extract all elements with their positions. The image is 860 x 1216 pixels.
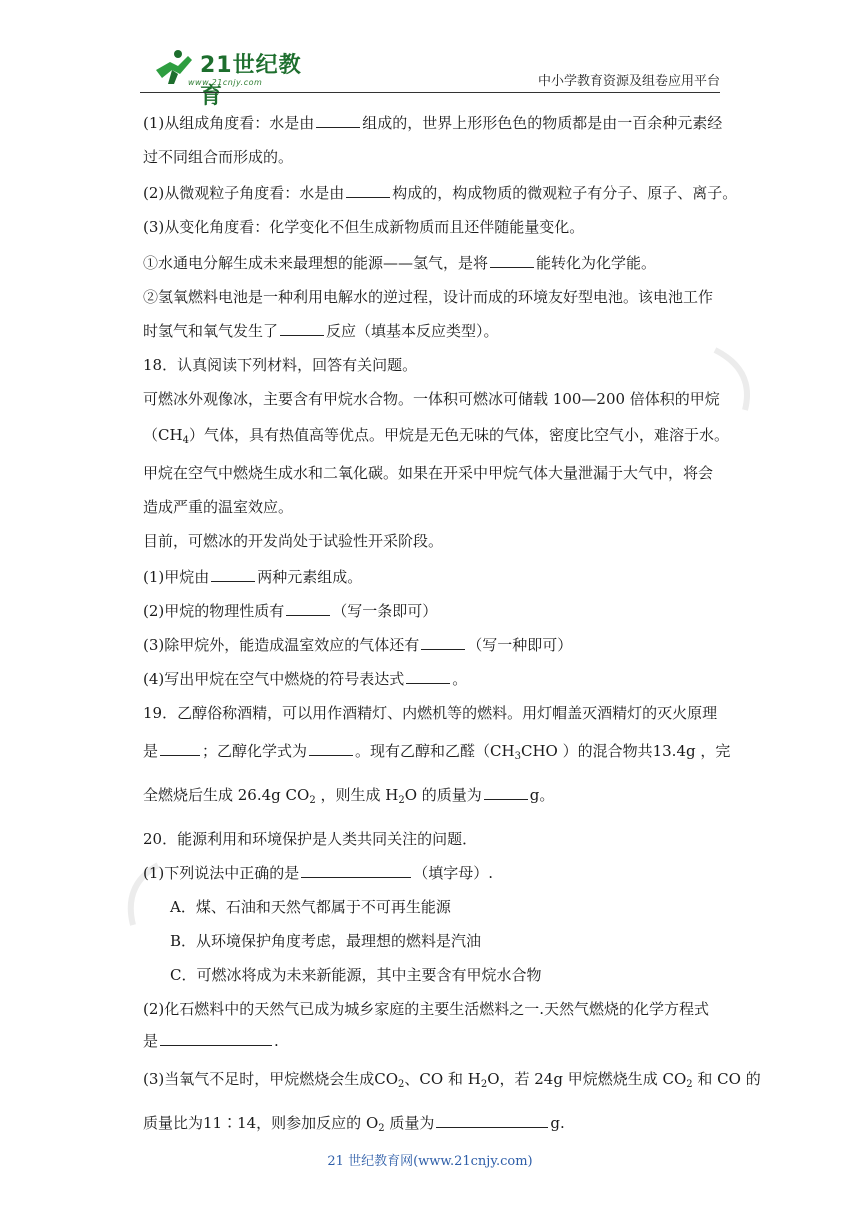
logo — [148, 44, 318, 109]
answer-blank[interactable] — [160, 1031, 272, 1046]
q19-line-1: 19．乙醇俗称酒精，可以用作酒精灯、内燃机等的燃料。用灯帽盖灭酒精灯的灭火原理 — [143, 704, 718, 722]
q18-material-4: 造成严重的温室效应。 — [143, 498, 294, 516]
q19-line-2: 是 ；乙醇化学式为 。现有乙醇和乙醛（$CH_3CHO$ ）的混合物共13.4g ，完 — [143, 742, 731, 762]
answer-blank[interactable] — [406, 669, 450, 684]
q17-line-5: ①水通电分解生成未来最理想的能源——氢气，是将 能转化为化学能。 — [143, 254, 657, 272]
header-divider — [140, 92, 720, 93]
answer-blank[interactable] — [421, 635, 465, 650]
logo-text: 21世纪教育 — [200, 53, 302, 109]
q18-sub-4: (4)写出甲烷在空气中燃烧的符号表达式 。 — [143, 670, 468, 688]
answer-blank[interactable] — [211, 567, 255, 582]
q17-line-3: (2)从微观粒子角度看：水是由 构成的，构成物质的微观粒子有分子、原子、离子。 — [143, 184, 738, 202]
logo-url: www.21cnjy.com — [188, 78, 263, 87]
q20-sub-2: (2)化石燃料中的天然气已成为城乡家庭的主要生活燃料之一.天然气燃烧的化学方程式 — [143, 1000, 710, 1018]
q20-sub-1: (1)下列说法中正确的是 （填字母）. — [143, 864, 494, 882]
answer-blank[interactable] — [301, 863, 411, 878]
q17-line-4: (3)从变化角度看：化学变化不但生成新物质而且还伴随能量变化。 — [143, 218, 585, 236]
q19-line-3: 全燃烧后生成 26.4g $CO_2$ ，则生成 $H_2O$ 的质量为 g。 — [143, 786, 555, 806]
answer-blank[interactable] — [160, 741, 200, 756]
answer-blank[interactable] — [280, 321, 324, 336]
q18-material-1: 可燃冰外观像冰，主要含有甲烷水合物。一体积可燃冰可储载 100—200 倍体积的甲烷 — [143, 390, 720, 408]
q18-sub-1: (1)甲烷由 两种元素组成。 — [143, 568, 363, 586]
answer-blank[interactable] — [309, 741, 353, 756]
q18-material-2: $(CH_4)$气体，具有热值高等优点。甲烷是无色无味的气体，密度比空气小，难溶于水。 — [143, 426, 729, 446]
answer-blank[interactable] — [346, 183, 390, 198]
q20-sub-2-answer: 是 . — [143, 1032, 279, 1050]
page-header — [0, 0, 860, 109]
answer-blank[interactable] — [484, 785, 528, 800]
q17-line-1: (1)从组成角度看：水是由 组成的，世界上形形色色的物质都是由一百余种元素经 — [143, 114, 723, 132]
answer-blank[interactable] — [316, 113, 360, 128]
q18-material-3: 甲烷在空气中燃烧生成水和二氧化碳。如果在开采中甲烷气体大量泄漏于大气中，将会 — [143, 464, 714, 482]
answer-blank[interactable] — [436, 1113, 548, 1128]
platform-title: 中小学教育资源及组卷应用平台 — [537, 74, 720, 89]
q17-line-2: 过不同组合而形成的。 — [143, 148, 294, 166]
q20-title: 20．能源利用和环境保护是人类共同关注的问题． — [143, 830, 478, 848]
q20-sub-3-cont: 质量比为11∶14，则参加反应的 $O_2$ 质量为 g. — [143, 1114, 565, 1134]
q17-line-7: 时氢气和氧气发生了 反应（填基本反应类型）。 — [143, 322, 499, 340]
q20-option-c: C．可燃冰将成为未来新能源，其中主要含有甲烷水合物 — [170, 966, 542, 984]
q18-sub-3: (3)除甲烷外，能造成温室效应的气体还有 （写一种即可） — [143, 636, 573, 654]
page-footer: 21 世纪教育网(www.21cnjy.com) — [327, 1154, 533, 1169]
q18-title: 18．认真阅读下列材料，回答有关问题。 — [143, 356, 418, 374]
q18-material-5: 目前，可燃冰的开发尚处于试验性开采阶段。 — [143, 532, 444, 550]
answer-blank[interactable] — [490, 253, 534, 268]
q18-sub-2: (2)甲烷的物理性质有 （写一条即可） — [143, 602, 438, 620]
q17-line-6: ②氢氧燃料电池是一种利用电解水的逆过程，设计而成的环境友好型电池。该电池工作 — [143, 288, 714, 306]
answer-blank[interactable] — [286, 601, 330, 616]
q20-sub-3: (3)当氧气不足时，甲烷燃烧会生成$CO_2$、CO 和 $H_2O$，若 24g 甲烷燃烧生成 $CO_2$ 和 CO 的 — [143, 1070, 761, 1090]
q20-option-a: A．煤、石油和天然气都属于不可再生能源 — [170, 898, 451, 916]
q20-option-b: B．从环境保护角度考虑，最理想的燃料是汽油 — [170, 932, 482, 950]
